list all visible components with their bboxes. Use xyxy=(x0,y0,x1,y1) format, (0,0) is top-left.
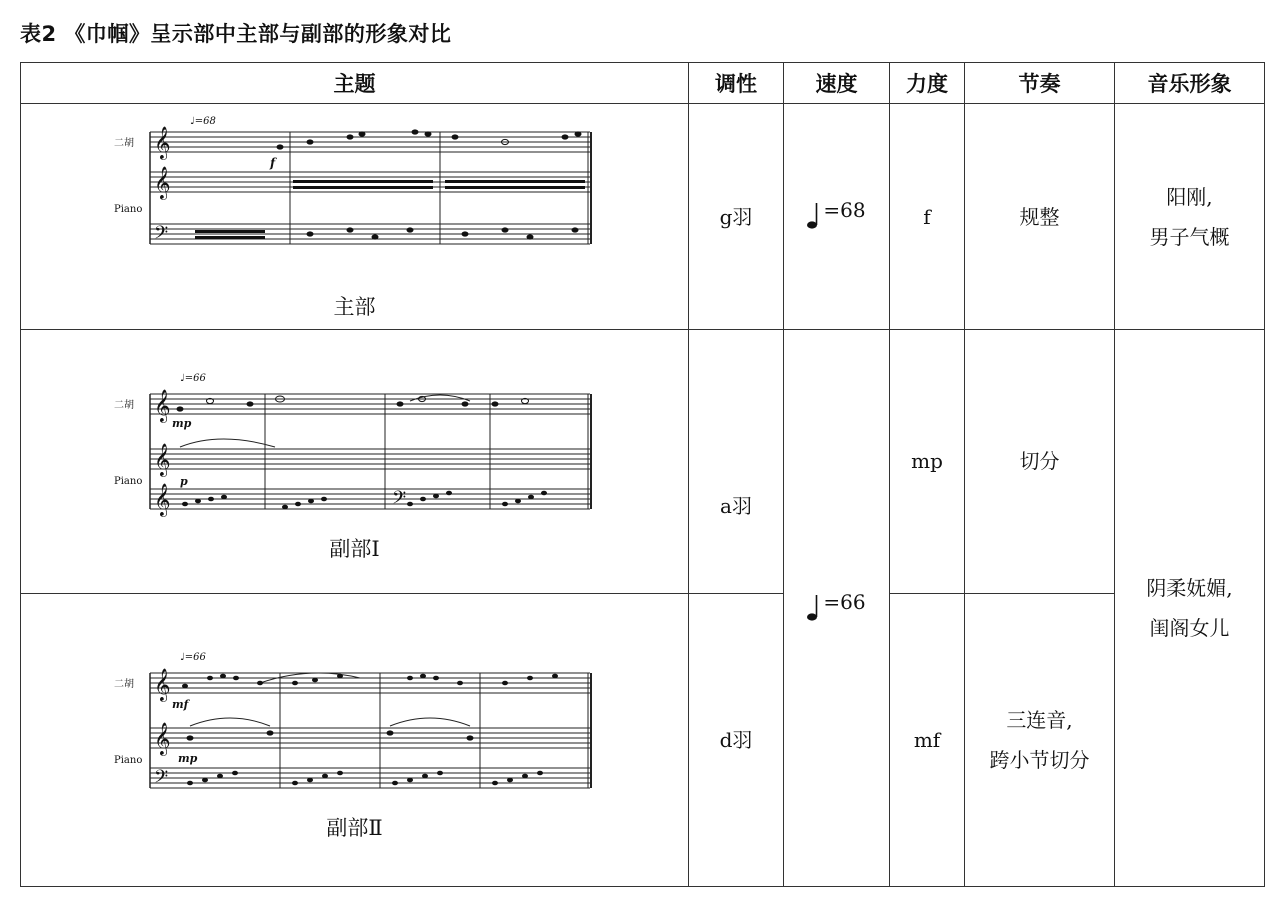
staff-piano-bass xyxy=(150,224,590,244)
staff-piano-treble xyxy=(150,449,590,469)
image-cell xyxy=(1115,330,1265,887)
key-cell: a羽 xyxy=(689,330,784,593)
score-dynamic: mf xyxy=(171,697,188,711)
score-tempo-mark: ♩=68 xyxy=(189,116,216,128)
image-cell xyxy=(1115,104,1265,330)
score-dynamic: mp xyxy=(171,417,191,431)
tempo-value: =68 xyxy=(823,198,866,223)
image-line: 闺阁女儿 xyxy=(1149,616,1230,641)
comparison-table xyxy=(20,62,1265,887)
staff-piano-lower xyxy=(150,489,590,509)
score-dynamic: p xyxy=(179,475,188,489)
score-excerpt-main xyxy=(110,112,600,287)
staff-piano-treble xyxy=(150,728,590,748)
score-instrument-piano: Piano xyxy=(113,204,142,216)
treble-clef-icon: 𝄞 xyxy=(153,443,171,477)
tempo-cell xyxy=(784,330,890,887)
treble-clef-icon: 𝄞 xyxy=(153,166,171,200)
table-row xyxy=(21,104,1265,330)
key-cell: g羽 xyxy=(689,104,784,330)
header-theme: 主题 xyxy=(21,63,689,104)
score-instrument-piano: Piano xyxy=(113,754,142,766)
treble-clef-icon: 𝄞 xyxy=(153,389,171,423)
staff-erhu xyxy=(150,673,590,693)
treble-clef-icon: 𝄞 xyxy=(153,667,171,701)
rhythm-cell: 规整 xyxy=(965,104,1115,330)
key-cell: d羽 xyxy=(689,593,784,886)
bass-clef-icon: 𝄢 xyxy=(153,223,168,249)
bass-clef-icon: 𝄢 xyxy=(153,766,168,792)
header-dynamics: 力度 xyxy=(890,63,965,104)
rhythm-line: 三连音, xyxy=(1006,707,1073,732)
dynamics-cell: f xyxy=(890,104,965,330)
treble-clef-icon: 𝄞 xyxy=(153,126,171,160)
tempo-value: =66 xyxy=(823,589,866,614)
score-instrument-erhu: 二胡 xyxy=(113,400,134,412)
rhythm-cell xyxy=(965,593,1115,886)
tempo-cell xyxy=(784,104,890,330)
header-tempo: 速度 xyxy=(784,63,890,104)
dynamics-cell: mf xyxy=(890,593,965,886)
score-instrument-piano: Piano xyxy=(113,476,142,488)
header-image: 音乐形象 xyxy=(1115,63,1265,104)
header-row xyxy=(21,63,1265,104)
score-instrument-erhu: 二胡 xyxy=(113,138,134,150)
image-line: 阴柔妩媚, xyxy=(1146,576,1233,601)
treble-clef-icon: 𝄞 xyxy=(153,721,171,755)
score-tempo-mark: ♩=66 xyxy=(179,651,206,663)
page-title: 表2 《巾帼》呈示部中主部与副部的形象对比 xyxy=(20,22,452,46)
bass-clef-icon: 𝄢 xyxy=(391,488,406,514)
header-rhythm: 节奏 xyxy=(965,63,1115,104)
table-row xyxy=(21,330,1265,593)
dynamics-cell: mp xyxy=(890,330,965,593)
image-line: 阳刚, xyxy=(1166,184,1213,209)
table-row xyxy=(21,593,1265,886)
theme-caption: 副部Ⅱ xyxy=(326,815,383,840)
staff-erhu xyxy=(150,132,590,152)
quarter-note-icon xyxy=(807,594,821,622)
score-secondary-theme-2 xyxy=(21,593,689,886)
treble-clef-icon: 𝄞 xyxy=(153,483,171,517)
rhythm-cell: 切分 xyxy=(965,330,1115,593)
theme-caption: 副部Ⅰ xyxy=(329,537,380,562)
header-key: 调性 xyxy=(689,63,784,104)
rhythm-line: 跨小节切分 xyxy=(989,747,1090,772)
score-tempo-mark: ♩=66 xyxy=(179,373,206,385)
score-dynamic: f xyxy=(269,156,275,171)
score-excerpt-secondary-2 xyxy=(110,638,600,808)
theme-caption: 主部 xyxy=(333,295,376,320)
score-secondary-theme-1 xyxy=(21,330,689,593)
score-main-theme xyxy=(21,104,689,330)
score-excerpt-secondary-1 xyxy=(110,359,600,529)
image-line: 男子气概 xyxy=(1149,224,1230,249)
score-dynamic: mp xyxy=(177,751,197,765)
score-instrument-erhu: 二胡 xyxy=(113,678,134,690)
quarter-note-icon xyxy=(807,202,821,230)
